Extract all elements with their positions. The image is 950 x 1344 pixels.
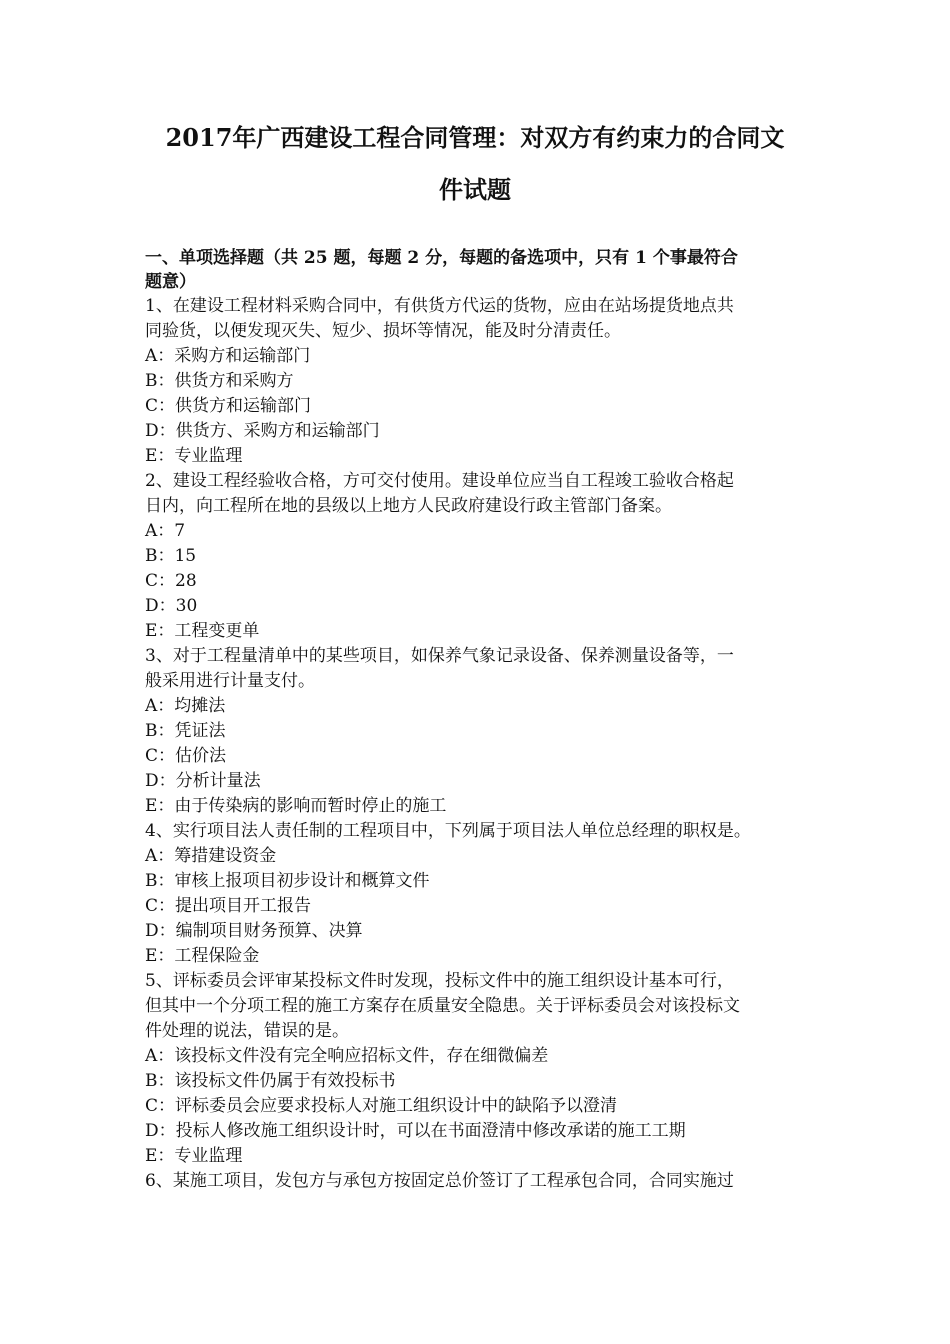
question-text-line: 1、在建设工程材料采购合同中，有供货方代运的货物，应由在站场提货地点共: [145, 296, 734, 316]
question-item: [145, 469, 807, 644]
answer-option: E：由于传染病的影响而暂时停止的施工: [145, 796, 447, 816]
answer-option: C：提出项目开工报告: [145, 896, 312, 916]
question-text-line: 2、建设工程经验收合格，方可交付使用。建设单位应当自工程竣工验收合格起: [145, 471, 734, 491]
question-item: [145, 819, 807, 969]
section-heading-line-1: 一、单项选择题（共 25 题，每题 2 分，每题的备选项中，只有 1 个事最符合: [145, 248, 738, 268]
section-heading: [145, 246, 807, 294]
question-item: [145, 969, 807, 1169]
answer-option: A：筹措建设资金: [145, 846, 277, 866]
question-text-line: 6、某施工项目，发包方与承包方按固定总价签订了工程承包合同，合同实施过: [145, 1171, 734, 1191]
answer-option: B：15: [145, 546, 197, 566]
question-text-line: 3、对于工程量清单中的某些项目，如保养气象记录设备、保养测量设备等，一: [145, 646, 734, 666]
question-text-line: 同验货，以便发现灭失、短少、损坏等情况，能及时分清责任。: [145, 321, 621, 341]
answer-option: D：供货方、采购方和运输部门: [145, 421, 380, 441]
question-item: [145, 1169, 807, 1194]
question-item: [145, 644, 807, 819]
question-text-line: 5、评标委员会评审某投标文件时发现，投标文件中的施工组织设计基本可行，: [145, 971, 734, 991]
question-text-line: 日内，向工程所在地的县级以上地方人民政府建设行政主管部门备案。: [145, 496, 672, 516]
answer-option: D：投标人修改施工组织设计时，可以在书面澄清中修改承诺的施工工期: [145, 1121, 686, 1141]
question-text-line: 4、实行项目法人责任制的工程项目中，下列属于项目法人单位总经理的职权是。: [145, 821, 751, 841]
answer-option: B：凭证法: [145, 721, 226, 741]
answer-option: C：评标委员会应要求投标人对施工组织设计中的缺陷予以澄清: [145, 1096, 618, 1116]
answer-option: A：均摊法: [145, 696, 226, 716]
answer-option: C：供货方和运输部门: [145, 396, 312, 416]
answer-option: B：供货方和采购方: [145, 371, 294, 391]
document-body: [145, 246, 807, 1194]
answer-option: E：专业监理: [145, 1146, 243, 1166]
document-title: [120, 112, 830, 216]
answer-option: C：估价法: [145, 746, 227, 766]
answer-option: D：30: [145, 596, 198, 616]
answer-option: E：工程变更单: [145, 621, 260, 641]
answer-option: D：分析计量法: [145, 771, 261, 791]
answer-option: A：采购方和运输部门: [145, 346, 311, 366]
question-text-line: 般采用进行计量支付。: [145, 671, 315, 691]
title-line-1: 2017年广西建设工程合同管理：对双方有约束力的合同文: [165, 123, 785, 152]
answer-option: B：审核上报项目初步设计和概算文件: [145, 871, 430, 891]
answer-option: E：工程保险金: [145, 946, 260, 966]
question-text-line: 但其中一个分项工程的施工方案存在质量安全隐患。关于评标委员会对该投标文: [145, 996, 740, 1016]
section-heading-line-2: 题意）: [145, 272, 196, 292]
answer-option: A：该投标文件没有完全响应招标文件，存在细微偏差: [145, 1046, 549, 1066]
answer-option: D：编制项目财务预算、决算: [145, 921, 363, 941]
title-line-2: 件试题: [439, 175, 511, 204]
question-list: [145, 294, 807, 1194]
question-text-line: 件处理的说法，错误的是。: [145, 1021, 349, 1041]
answer-option: E：专业监理: [145, 446, 243, 466]
answer-option: A：7: [145, 521, 186, 541]
question-item: [145, 294, 807, 469]
answer-option: B：该投标文件仍属于有效投标书: [145, 1071, 396, 1091]
answer-option: C：28: [145, 571, 197, 591]
